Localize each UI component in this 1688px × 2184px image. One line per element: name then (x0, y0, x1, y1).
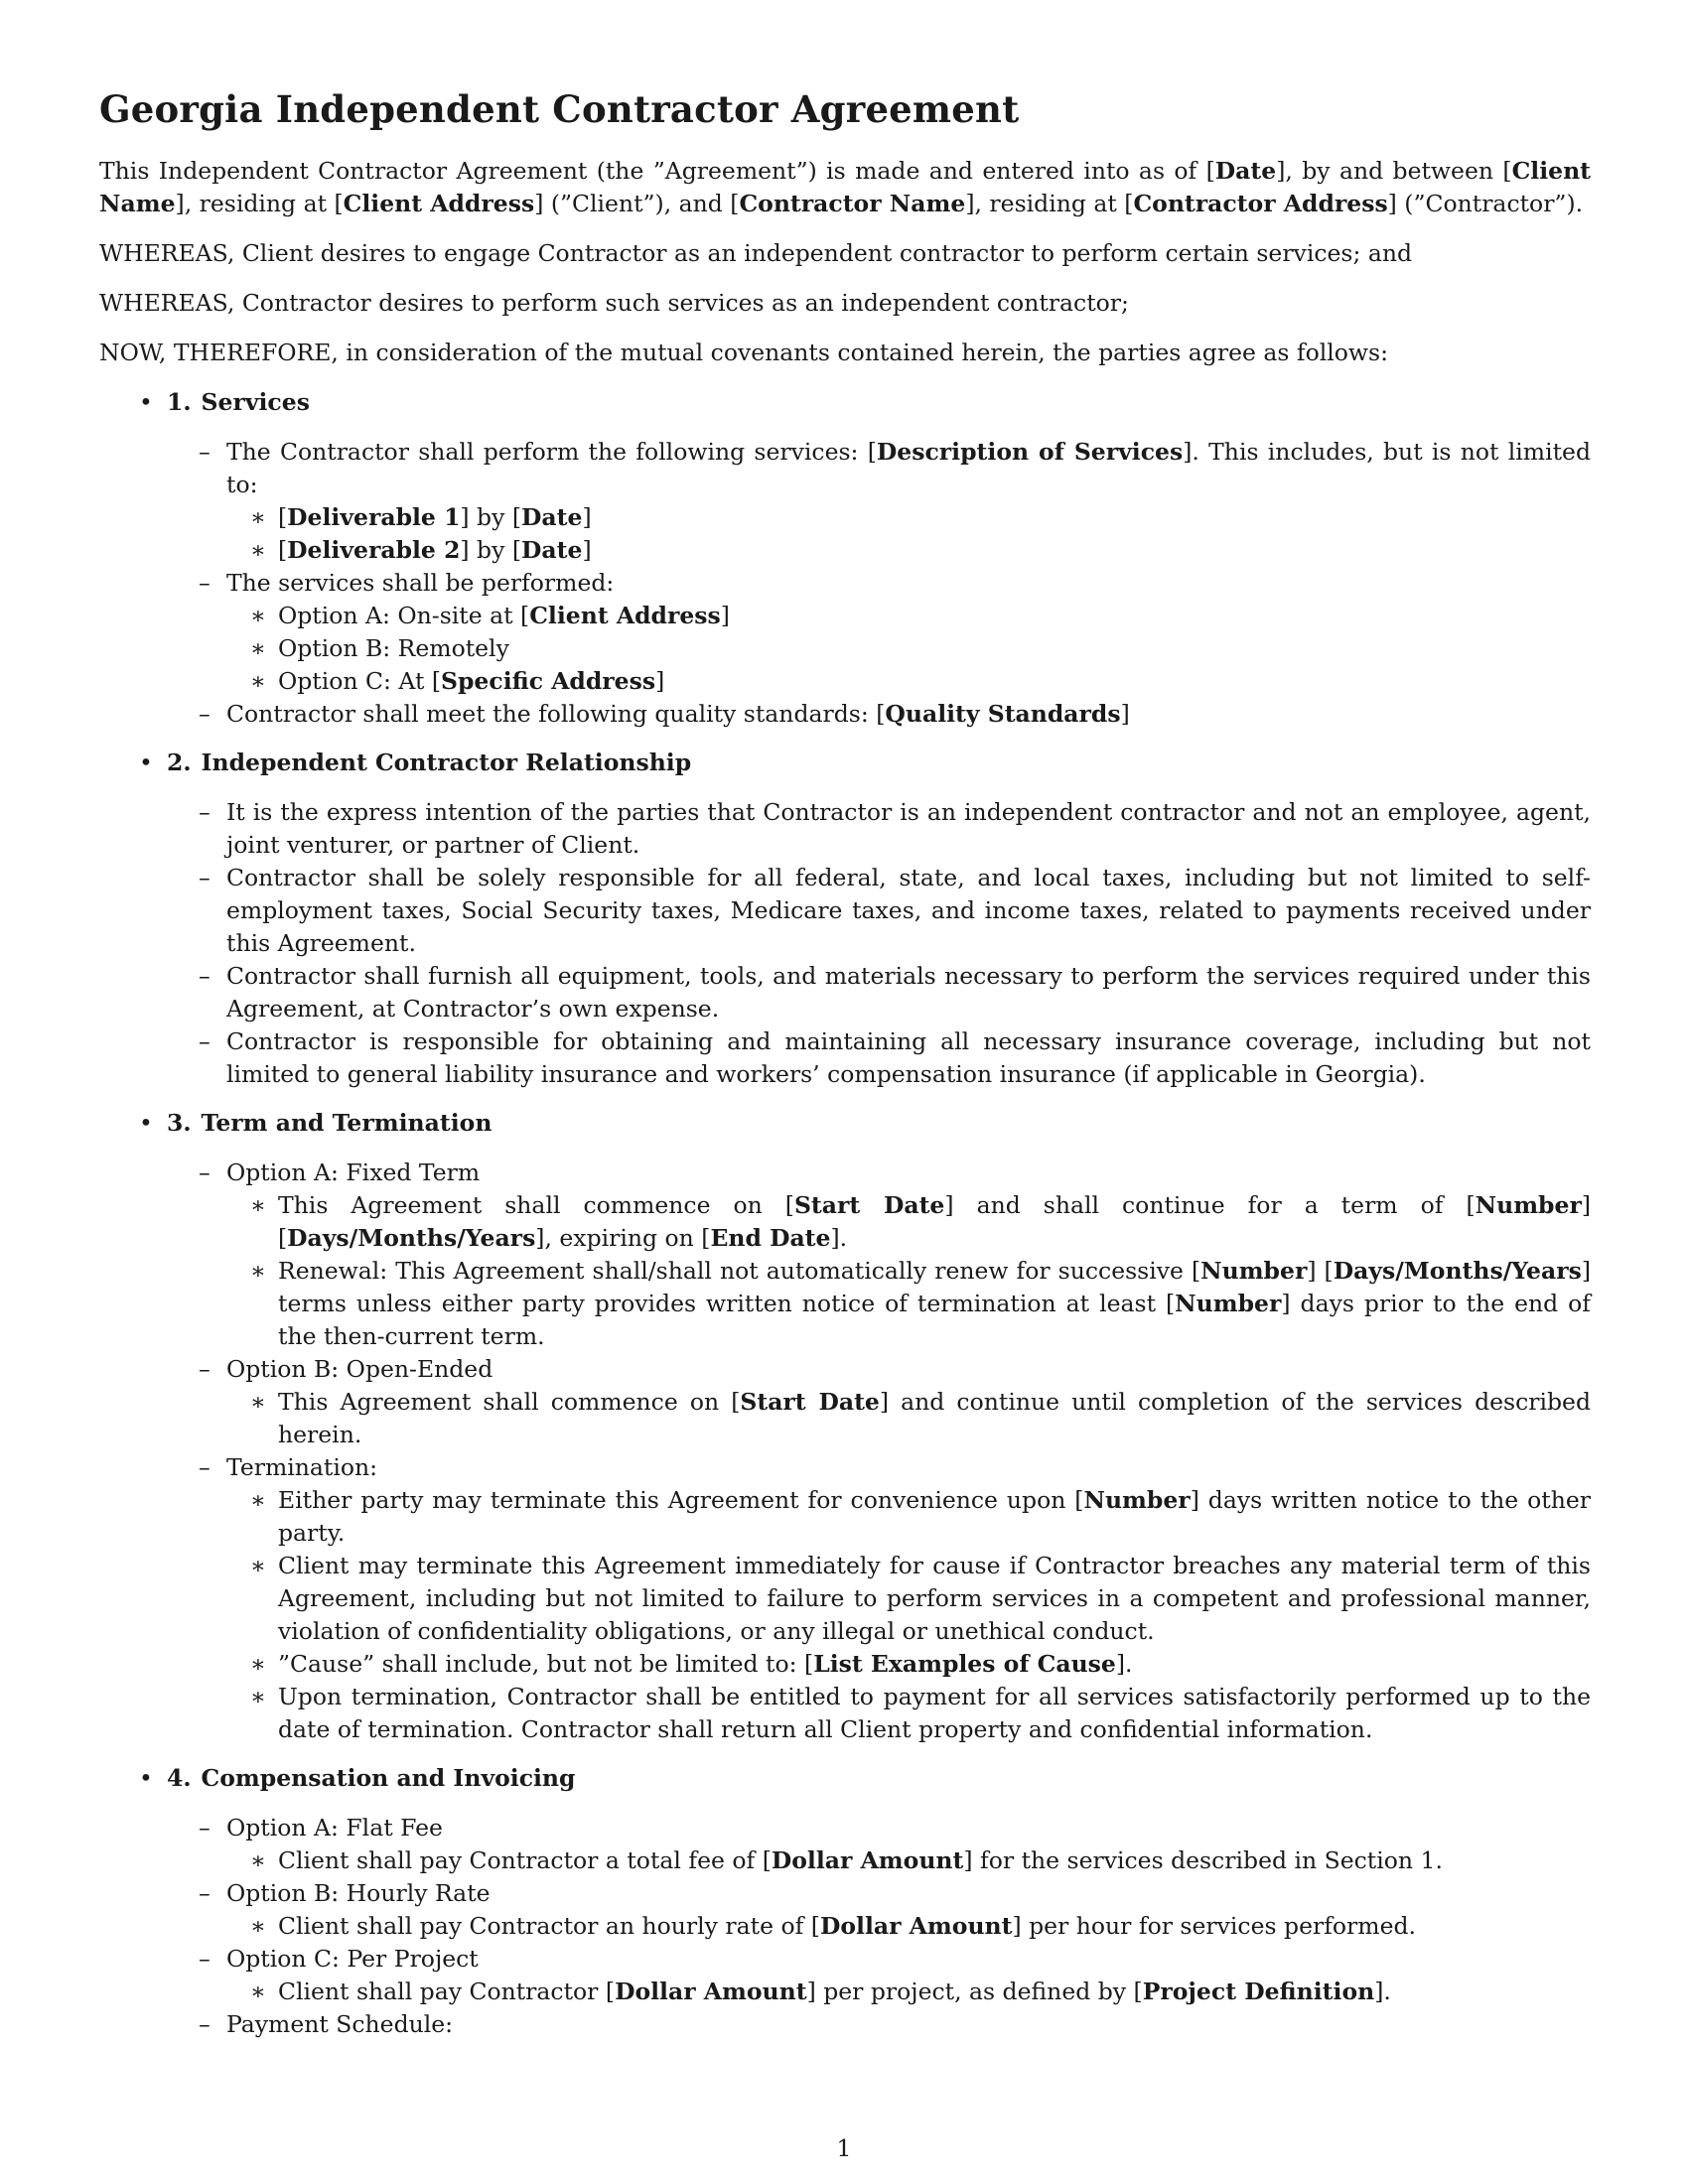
dash-icon: – (199, 700, 211, 729)
dash-icon: – (199, 864, 211, 892)
now-therefore: NOW, THEREFORE, in consideration of the mutual covenants contained herein, the parties agree as follows: (99, 339, 1389, 367)
sub-list-item: ∗ Client shall pay Contractor [Dollar Amount] per project, as defined by [Project Definition]. (99, 1976, 1591, 2008)
sub-list-item: ∗ Client shall pay Contractor a total fee of [Dollar Amount] for the services described in Section 1. (99, 1844, 1591, 1877)
asterisk-icon: ∗ (250, 1191, 266, 1220)
list-item: – Contractor shall meet the following quality standards: [Quality Standards] (99, 698, 1591, 731)
list-item: – Option B: Open-Ended (99, 1353, 1591, 1386)
list-item: – Contractor shall be solely responsible for all federal, state, and local taxes, including but not limited to self-employment taxes, Social Security taxes, Medicare taxes, and income taxes, related to payments received under this Agreement. (199, 864, 1591, 958)
sub-list-item: ∗ Upon termination, Contractor shall be entitled to payment for all services satisfactorily performed up to the date of termination. Contractor shall return all Client property and confidential information. (250, 1683, 1591, 1744)
section-heading: • 2. Independent Contractor Relationship (99, 747, 1591, 779)
sub-list-item: ∗ ”Cause” shall include, but not be limited to: [List Examples of Cause]. (99, 1648, 1591, 1681)
dash-icon: – (199, 962, 211, 991)
list-item: – It is the express intention of the parties that Contractor is an independent contractor and not an employee, agent, joint venturer, or partner of Client. (199, 798, 1591, 860)
section-heading: • 3. Term and Termination (99, 1107, 1591, 1140)
asterisk-icon: ∗ (250, 1846, 266, 1875)
sub-list-item: ∗ [Deliverable 2] by [Date] (99, 534, 1591, 567)
sub-list-item: ∗ This Agreement shall commence on [Start Date] and shall continue for a term of [Number] [Days/Months/Years], expiring on [End Date]. (250, 1191, 1591, 1253)
list-item: – Contractor is responsible for obtaining and maintaining all necessary insurance coverage, including but not limited to general liability insurance and workers’ compensation insurance (if applicable in Georgia). (199, 1027, 1591, 1089)
bullet-icon: • (139, 1109, 153, 1138)
section-heading: • 4. Compensation and Invoicing (99, 1762, 1591, 1795)
sub-list-item: ∗ Renewal: This Agreement shall/shall not automatically renew for successive [Number] [Days/Months/Years] terms unless either party provides written notice of termination at least [Number] days prior to the end of the then-current term. (250, 1257, 1591, 1351)
asterisk-icon: ∗ (250, 536, 266, 565)
asterisk-icon: ∗ (250, 1486, 266, 1515)
dash-icon: – (199, 798, 211, 827)
sub-list-item: ∗ Option A: On-site at [Client Address] (99, 600, 1591, 632)
sub-list-item: ∗ Either party may terminate this Agreement for convenience upon [Number] days written notice to the other party. (250, 1486, 1591, 1548)
asterisk-icon: ∗ (250, 503, 266, 532)
asterisk-icon: ∗ (250, 1683, 266, 1711)
list-item: – The Contractor shall perform the following services: [Description of Services]. This includes, but is not limited to: (199, 438, 1591, 499)
list-item: – Payment Schedule: (99, 2008, 1591, 2041)
whereas-contractor: WHEREAS, Contractor desires to perform such services as an independent contractor; (99, 289, 1129, 318)
list-item: – Contractor shall furnish all equipment, tools, and materials necessary to perform the services required under this Agreement, at Contractor’s own expense. (199, 962, 1591, 1024)
section-relationship (99, 747, 1591, 1091)
sub-list-item: ∗ Client shall pay Contractor an hourly rate of [Dollar Amount] per hour for services performed. (99, 1910, 1591, 1943)
dash-icon: – (199, 569, 211, 598)
list-item: – Termination: (99, 1451, 1591, 1484)
intro-paragraph: This Independent Contractor Agreement (the ”Agreement”) is made and entered into as of [Date], by and between [Client Name], residing at [Client Address] (”Client”), and [Contractor Name], residing at [Contractor Address] (”Contractor”). (99, 157, 1592, 218)
asterisk-icon: ∗ (250, 1650, 266, 1679)
section-term (99, 1107, 1591, 1746)
list-item: – Option A: Flat Fee (99, 1812, 1591, 1844)
dash-icon: – (199, 1159, 211, 1187)
dash-icon: – (199, 438, 211, 467)
sub-list-item: ∗ This Agreement shall commence on [Start Date] and continue until completion of the services described herein. (250, 1388, 1591, 1449)
bullet-icon: • (139, 388, 153, 417)
sub-list-item: ∗ [Deliverable 1] by [Date] (99, 501, 1591, 534)
list-item: – Option A: Fixed Term (99, 1157, 1591, 1189)
list-item: – Option B: Hourly Rate (99, 1877, 1591, 1910)
asterisk-icon: ∗ (250, 634, 266, 663)
sub-list-item: ∗ Client may terminate this Agreement immediately for cause if Contractor breaches any material term of this Agreement, including but not limited to failure to perform services in a competent and professional manner, violation of confidentiality obligations, or any illegal or unethical conduct. (250, 1552, 1591, 1646)
whereas-client: WHEREAS, Client desires to engage Contractor as an independent contractor to perform certain services; and (99, 239, 1413, 268)
asterisk-icon: ∗ (250, 1912, 266, 1941)
bullet-icon: • (139, 1764, 153, 1793)
asterisk-icon: ∗ (250, 1552, 266, 1580)
section-heading: • 1. Services (99, 386, 1591, 419)
dash-icon: – (199, 1355, 211, 1384)
page-number: 1 (836, 2134, 852, 2162)
bullet-icon: • (139, 749, 153, 777)
asterisk-icon: ∗ (250, 1257, 266, 1286)
dash-icon: – (199, 1814, 211, 1843)
asterisk-icon: ∗ (250, 667, 266, 696)
section-services (99, 386, 1591, 731)
list-item: – Option C: Per Project (99, 1943, 1591, 1976)
dash-icon: – (199, 1945, 211, 1974)
dash-icon: – (199, 1027, 211, 1056)
dash-icon: – (199, 1879, 211, 1908)
dash-icon: – (199, 1453, 211, 1482)
sub-list-item: ∗ Option C: At [Specific Address] (99, 665, 1591, 698)
dash-icon: – (199, 2010, 211, 2039)
sub-list-item: ∗ Option B: Remotely (99, 632, 1591, 665)
document-title: Georgia Independent Contractor Agreement (99, 87, 1020, 131)
asterisk-icon: ∗ (250, 602, 266, 630)
section-compensation (99, 1762, 1591, 2041)
document-page (99, 87, 1591, 2057)
asterisk-icon: ∗ (250, 1388, 266, 1417)
list-item: – The services shall be performed: (99, 567, 1591, 600)
asterisk-icon: ∗ (250, 1978, 266, 2006)
